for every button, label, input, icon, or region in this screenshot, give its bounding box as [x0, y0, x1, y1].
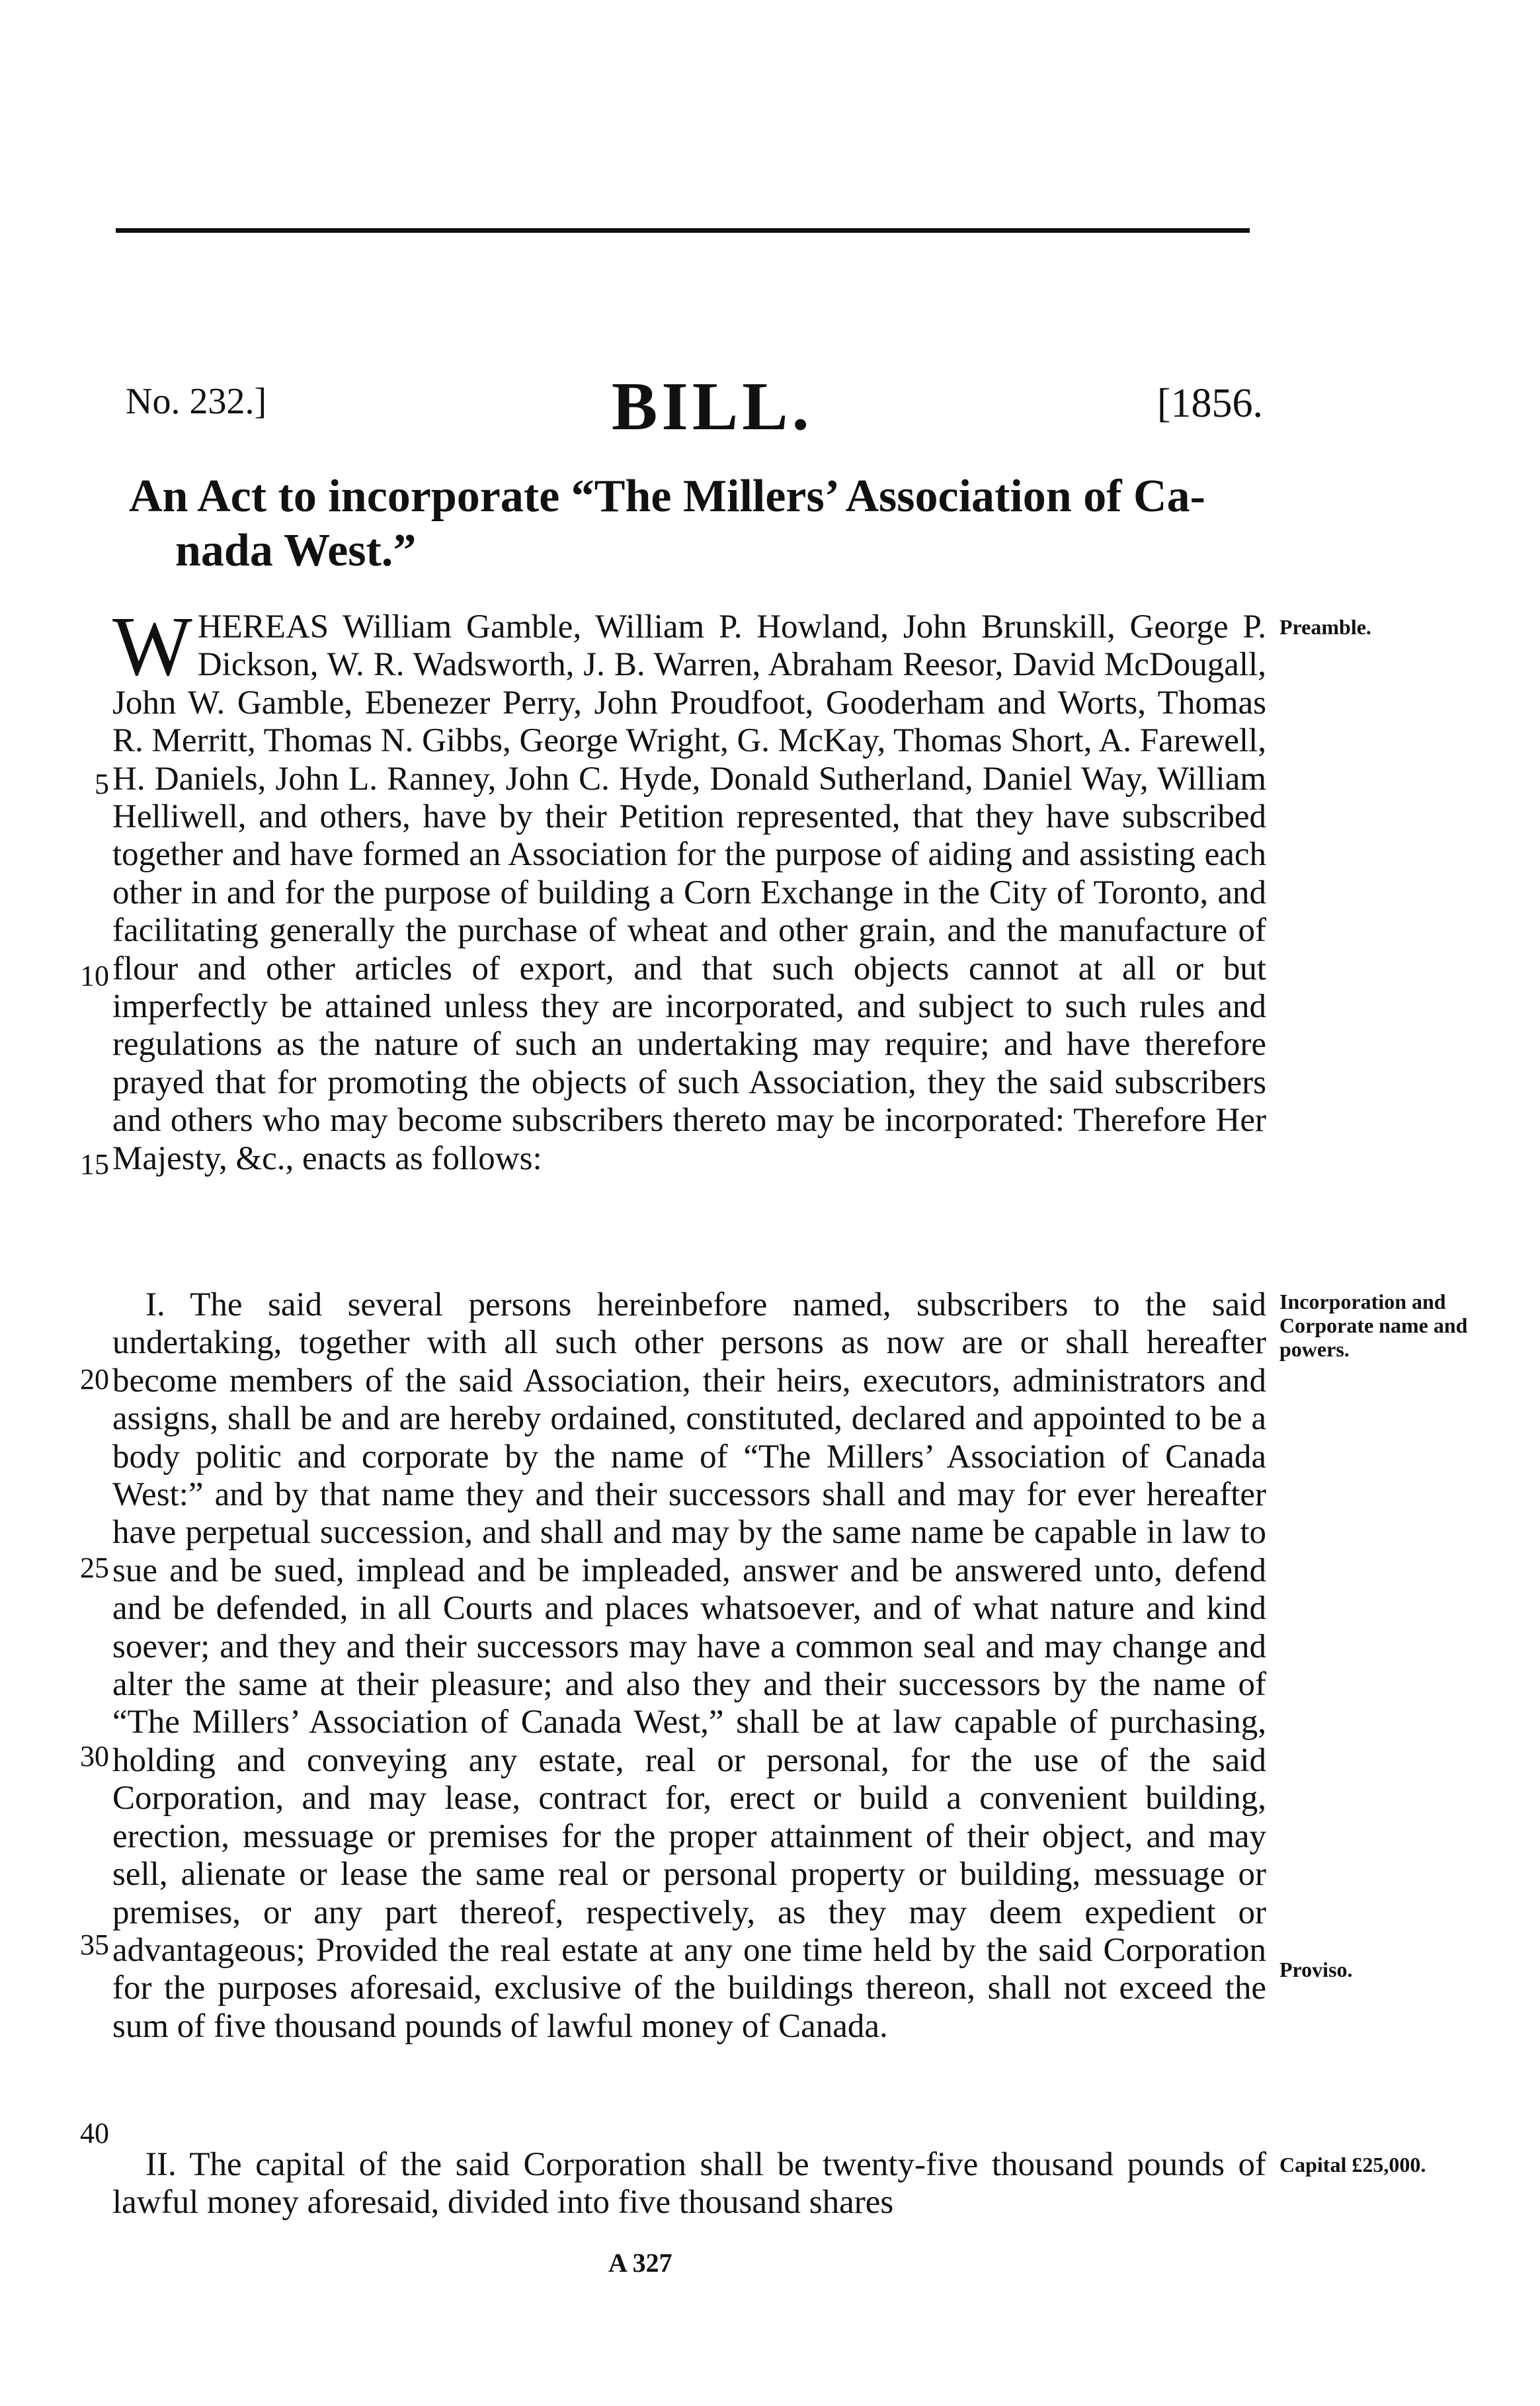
- margin-note-incorporation: Incorporation and Corporate name and powers.: [1279, 1290, 1468, 1361]
- line-number: 15: [80, 1148, 109, 1181]
- bill-header: [126, 367, 1263, 446]
- line-number: 20: [80, 1363, 109, 1395]
- margin-note-proviso: Proviso.: [1279, 1958, 1353, 1981]
- act-title-line2: nada West.”: [175, 525, 417, 576]
- line-number: 35: [80, 1929, 109, 1961]
- section-1-text: I. The said several persons hereinbefore named, subscribers to the said undertaking, together with all such other persons as now are or shall hereafter become members of the said Association, their heirs, executors, administrators and assigns, shall be and are hereby ordained, constituted, declared and appointed to be a body politic and corporate by the name of “The Millers’ Association of Canada West:” and by that name they and their successors shall and may for ever hereafter have perpetual succession, and shall and may by the same name be capable in law to sue and be sued, implead and be impleaded, answer and be answered unto, defend and be defended, in all Courts and places whatsoever, and of what nature and kind soever; and they and their successors may have a common seal and may change and alter the same at their pleasure; and also they and their successors by the name of “The Millers’ Association of Canada West,” shall be at law capable of purchasing, holding and conveying any estate, real or personal, for the use of the said Corporation, and may lease, contract for, erect or build a convenient building, erection, messuage or premises for the proper attainment of their object, and may sell, alienate or lease the same real or personal property or building, messuage or premises, or any part thereof, respectively, as they may deem expedient or advantageous; Provided the real estate at any one time held by the said Corporation for the purposes aforesaid, exclusive of the buildings thereon, shall not exceed the sum of five thousand pounds of lawful money of Canada.: [112, 1286, 1266, 2045]
- top-rule: [116, 228, 1250, 233]
- section-2-text: II. The capital of the said Corporation shall be twenty-five thousand pounds of lawful money aforesaid, divided into five thousand shares: [112, 2146, 1266, 2221]
- section-2-paragraph: [112, 2146, 1266, 2232]
- preamble-text: HEREAS William Gamble, William P. Howland, John Brunskill, George P. Dickson, W. R. Wadsworth, J. B. Warren, Abraham Reesor, David McDougall, John W. Gamble, Ebenezer Perry, John Proudfoot, Gooderham and Worts, Thomas R. Merritt, Thomas N. Gibbs, George Wright, G. McKay, Thomas Short, A. Farewell, H. Daniels, John L. Ranney, John C. Hyde, Donald Sutherland, Daniel Way, William Helliwell, and others, have by their Petition represented, that they have subscribed together and have formed an Association for the purpose of aiding and assisting each other in and for the purpose of building a Corn Exchange in the City of Toronto, and facilitating generally the purchase of wheat and other grain, and the manufacture of flour and other articles of export, and that such objects cannot at all or but imperfectly be attained unless they are incorporated, and subject to such rules and regulations as the nature of such an undertaking may require; and have therefore prayed that for promoting the objects of such Association, they the said subscribers and others who may become subscribers thereto may be incorporated: Therefore Her Majesty, &c., enacts as follows:: [112, 608, 1266, 1177]
- line-number: 5: [95, 768, 109, 800]
- margin-note-preamble: Preamble.: [1279, 615, 1371, 639]
- bill-year: [1856.: [1156, 381, 1263, 426]
- bill-heading: BILL.: [612, 368, 813, 444]
- signature-mark: A 327: [608, 2248, 672, 2278]
- section-1-paragraph: [112, 1286, 1266, 2057]
- act-title: [129, 470, 1266, 578]
- line-number: 10: [80, 960, 109, 992]
- preamble-paragraph: [112, 599, 1266, 1224]
- act-title-line1: An Act to incorporate “The Millers’ Association of Ca-: [129, 471, 1205, 522]
- dropcap: W: [112, 599, 192, 693]
- bill-number: No. 232.]: [126, 381, 267, 422]
- line-number: 40: [80, 2117, 109, 2149]
- line-number: 25: [80, 1552, 109, 1584]
- margin-note-capital: Capital £25,000.: [1279, 2153, 1426, 2177]
- line-number: 30: [80, 1740, 109, 1772]
